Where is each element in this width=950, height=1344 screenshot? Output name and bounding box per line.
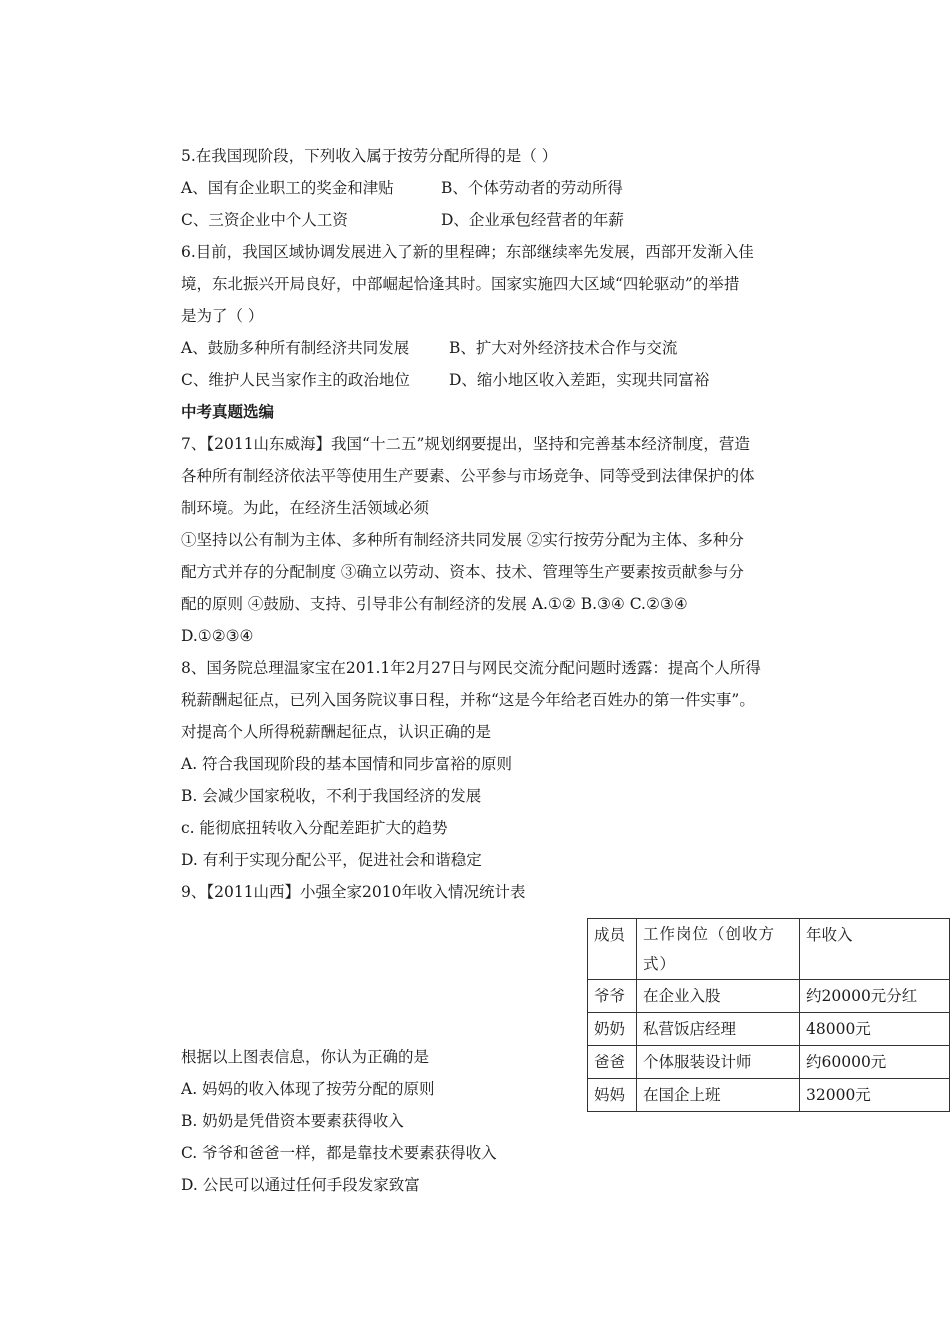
q6-line-2: 境，东北振兴开局良好，中部崛起恰逢其时。国家实施四大区域“四轮驱动”的举措 — [181, 275, 740, 293]
table-cell: 奶奶 — [588, 1013, 637, 1046]
table-header-cell: 工作岗位（创收方式） — [637, 919, 800, 980]
q6-option-c: C、维护人民当家作主的政治地位 — [181, 371, 410, 389]
q6-option-a: A、鼓励多种所有制经济共同发展 — [181, 339, 410, 357]
q6-option-d: D、缩小地区收入差距，实现共同富裕 — [449, 371, 710, 389]
q9-prompt: 根据以上图表信息，你认为正确的是 — [181, 1048, 430, 1066]
income-table — [587, 918, 950, 1112]
q9-option-d: D. 公民可以通过任何手段发家致富 — [181, 1176, 420, 1194]
q8-option-c: c. 能彻底扭转收入分配差距扩大的趋势 — [181, 819, 448, 837]
q7-line-3: 制环境。为此，在经济生活领域必须 — [181, 499, 430, 517]
table-row — [588, 1079, 950, 1112]
table-cell: 个体服装设计师 — [637, 1046, 800, 1079]
table-cell: 私营饭店经理 — [637, 1013, 800, 1046]
table-row — [588, 1013, 950, 1046]
table-row — [588, 1046, 950, 1079]
q7-line-6: 配的原则 ④鼓励、支持、引导非公有制经济的发展 A.①② B.③④ C.②③④ — [181, 595, 688, 613]
section-title: 中考真题选编 — [181, 402, 275, 421]
q8-line-1: 8、国务院总理温家宝在201.1年2月27日与网民交流分配问题时透露：提高个人所得 — [181, 659, 761, 677]
q8-line-3: 对提高个人所得税薪酬起征点，认识正确的是 — [181, 723, 492, 741]
table-cell: 在国企上班 — [637, 1079, 800, 1112]
q8-option-a: A. 符合我国现阶段的基本国情和同步富裕的原则 — [181, 755, 513, 773]
q6-line-3: 是为了（ ） — [181, 307, 264, 325]
table-header-cell: 成员 — [588, 919, 637, 980]
q5-option-b: B、个体劳动者的劳动所得 — [441, 179, 623, 197]
table-cell: 爷爷 — [588, 980, 637, 1013]
q9-option-b: B. 奶奶是凭借资本要素获得收入 — [181, 1112, 404, 1130]
table-cell: 48000元 — [800, 1013, 950, 1046]
table-header-row — [588, 919, 950, 980]
q9-stem: 9、【2011山西】小强全家2010年收入情况统计表 — [181, 883, 526, 901]
q8-line-2: 税薪酬起征点，已列入国务院议事日程，并称“这是今年给老百姓办的第一件实事”。 — [181, 691, 755, 709]
table-row — [588, 980, 950, 1013]
q9-option-a: A. 妈妈的收入体现了按劳分配的原则 — [181, 1080, 435, 1098]
q6-line-1: 6.目前，我国区域协调发展进入了新的里程碑；东部继续率先发展，西部开发渐入佳 — [181, 243, 754, 261]
table-cell: 爸爸 — [588, 1046, 637, 1079]
q8-option-b: B. 会减少国家税收，不利于我国经济的发展 — [181, 787, 482, 805]
table-cell: 妈妈 — [588, 1079, 637, 1112]
q5-option-c: C、三资企业中个人工资 — [181, 211, 348, 229]
table-cell: 约20000元分红 — [800, 980, 950, 1013]
q5-option-a: A、国有企业职工的奖金和津贴 — [181, 179, 394, 197]
q7-line-7: D.①②③④ — [181, 627, 254, 645]
q6-option-b: B、扩大对外经济技术合作与交流 — [449, 339, 678, 357]
q7-line-2: 各种所有制经济依法平等使用生产要素、公平参与市场竞争、同等受到法律保护的体 — [181, 467, 755, 485]
table-cell: 约60000元 — [800, 1046, 950, 1079]
q5-stem: 5.在我国现阶段，下列收入属于按劳分配所得的是（ ） — [181, 147, 558, 165]
q7-line-5: 配方式并存的分配制度 ③确立以劳动、资本、技术、管理等生产要素按贡献参与分 — [181, 563, 744, 581]
table-cell: 在企业入股 — [637, 980, 800, 1013]
q5-option-d: D、企业承包经营者的年薪 — [441, 211, 624, 229]
q7-line-4: ①坚持以公有制为主体、多种所有制经济共同发展 ②实行按劳分配为主体、多种分 — [181, 531, 744, 549]
q9-option-c: C. 爷爷和爸爸一样，都是靠技术要素获得收入 — [181, 1144, 497, 1162]
table-cell: 32000元 — [800, 1079, 950, 1112]
q8-option-d: D. 有利于实现分配公平，促进社会和谐稳定 — [181, 851, 482, 869]
q7-line-1: 7、【2011山东威海】我国“十二五”规划纲要提出，坚持和完善基本经济制度，营造 — [181, 435, 750, 453]
table-header-cell: 年收入 — [800, 919, 950, 980]
